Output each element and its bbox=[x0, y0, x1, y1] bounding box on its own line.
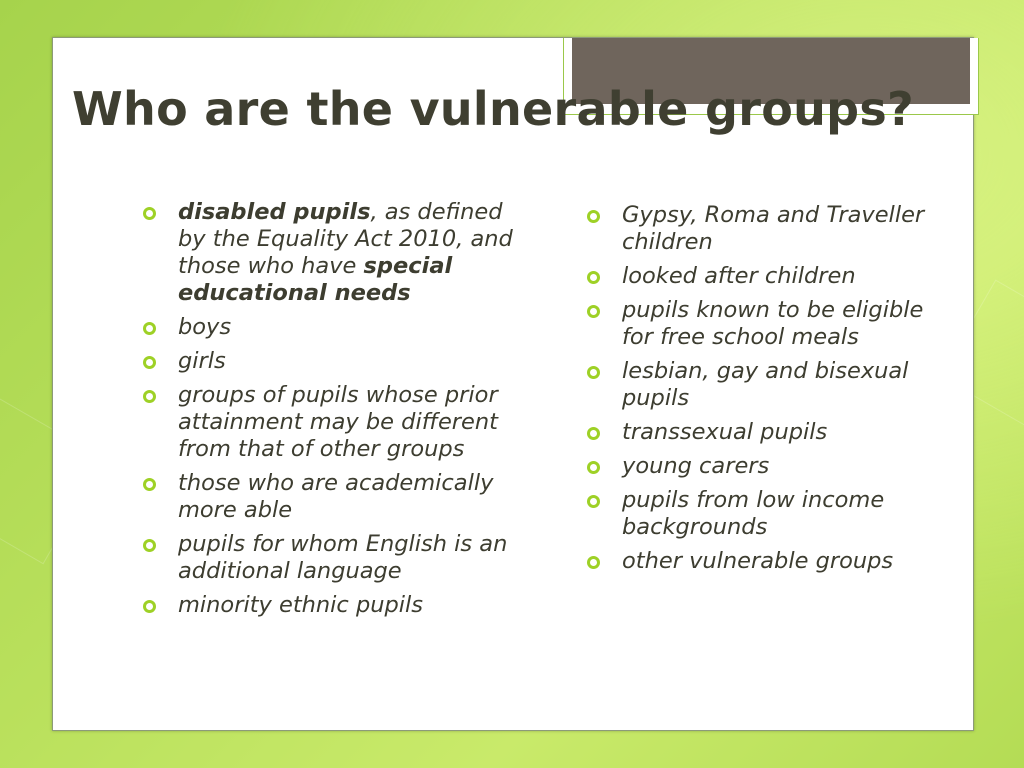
list-item-text: minority ethnic pupils bbox=[178, 592, 423, 618]
list-item-text: pupils known to be eligible for free school meals bbox=[622, 297, 924, 350]
list-item bbox=[142, 531, 532, 585]
ring-bullet-icon bbox=[143, 322, 156, 335]
list-item bbox=[142, 348, 532, 375]
ring-bullet-icon bbox=[587, 495, 600, 508]
list-item-text: looked after children bbox=[622, 263, 856, 289]
list-item-text: lesbian, gay and bisexual pupils bbox=[622, 358, 909, 411]
list-item-text: girls bbox=[178, 348, 226, 374]
list-item bbox=[586, 548, 958, 575]
list-item-text: boys bbox=[178, 314, 232, 340]
list-item bbox=[586, 453, 958, 480]
list-item-text: Gypsy, Roma and Traveller children bbox=[622, 202, 925, 255]
list-item-text: , as defined by the Equality Act 2010, and those who have bbox=[178, 199, 513, 279]
list-item bbox=[586, 263, 958, 290]
ring-bullet-icon bbox=[587, 461, 600, 474]
bullet-list-left bbox=[142, 199, 532, 626]
list-item-text: young carers bbox=[622, 453, 770, 479]
list-item bbox=[142, 470, 532, 524]
list-item bbox=[586, 419, 958, 446]
ring-bullet-icon bbox=[143, 390, 156, 403]
list-item-text: pupils from low income backgrounds bbox=[622, 487, 885, 540]
list-item bbox=[586, 358, 958, 412]
list-item-bold: disabled pupils bbox=[178, 199, 371, 225]
ring-bullet-icon bbox=[143, 356, 156, 369]
list-item-text: other vulnerable groups bbox=[622, 548, 894, 574]
slide-title: Who are the vulnerable groups? bbox=[72, 82, 915, 136]
list-item bbox=[142, 382, 532, 463]
ring-bullet-icon bbox=[143, 539, 156, 552]
bullet-list-right bbox=[586, 202, 958, 582]
ring-bullet-icon bbox=[143, 207, 156, 220]
ring-bullet-icon bbox=[587, 305, 600, 318]
list-item-text: groups of pupils whose prior attainment may be different from that of other groups bbox=[178, 382, 498, 462]
ring-bullet-icon bbox=[587, 210, 600, 223]
list-item-bold: special educational needs bbox=[178, 253, 453, 306]
list-item bbox=[142, 314, 532, 341]
list-item-text: transsexual pupils bbox=[622, 419, 828, 445]
list-item bbox=[586, 487, 958, 541]
ring-bullet-icon bbox=[143, 478, 156, 491]
list-item bbox=[586, 297, 958, 351]
list-item bbox=[142, 199, 532, 307]
list-item bbox=[586, 202, 958, 256]
ring-bullet-icon bbox=[587, 366, 600, 379]
list-item-text: those who are academically more able bbox=[178, 470, 494, 523]
list-item-text: pupils for whom English is an additional language bbox=[178, 531, 508, 584]
list-item bbox=[142, 592, 532, 619]
ring-bullet-icon bbox=[587, 271, 600, 284]
ring-bullet-icon bbox=[587, 427, 600, 440]
ring-bullet-icon bbox=[587, 556, 600, 569]
ring-bullet-icon bbox=[143, 600, 156, 613]
